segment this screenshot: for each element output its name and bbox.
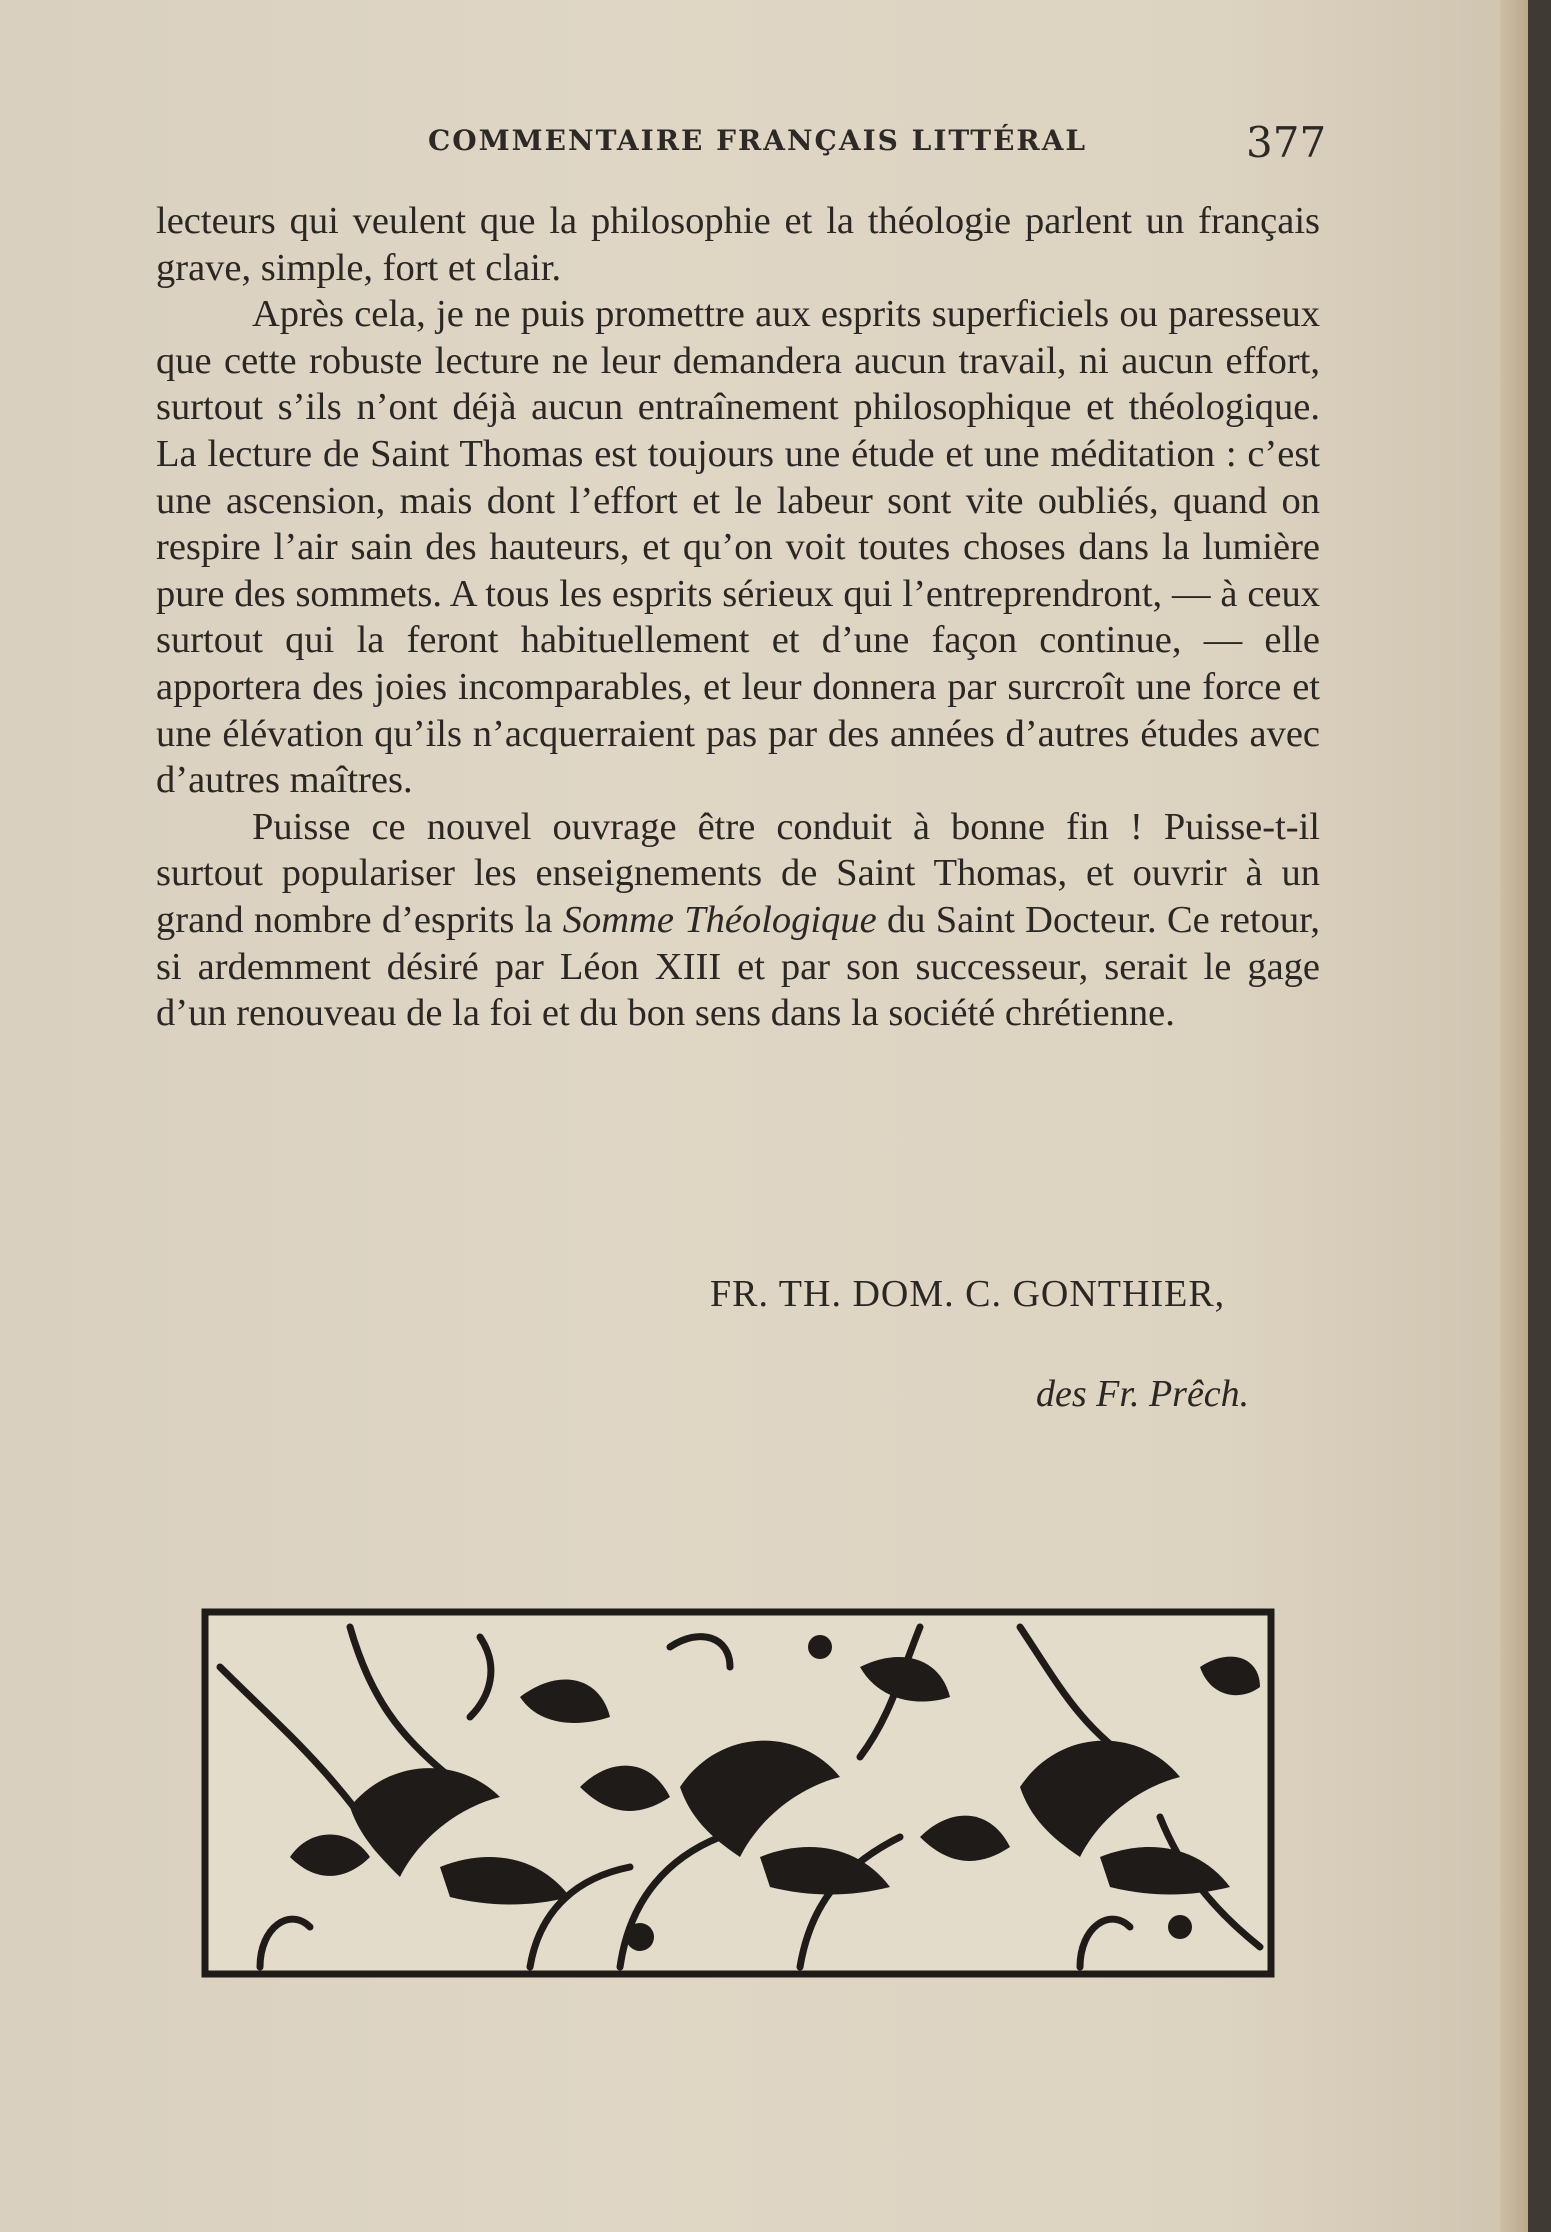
book-binding <box>1528 0 1551 2232</box>
page-edge <box>1500 0 1528 2232</box>
body-text <box>156 198 1320 1037</box>
paragraph-3-text-start: Puisse ce nouvel ouvrage être conduit à bonne fin ! Puisse-t-il surtout populariser les enseignements de Saint Thomas, et ouvrir à un grand nombre d’esprits la <box>156 805 1320 941</box>
running-head: COMMENTAIRE FRANÇAIS LITTÉRAL <box>428 124 1088 157</box>
book-title-italic: Somme Théologique <box>562 898 877 941</box>
paragraph-2: Après cela, je ne puis promettre aux esprits superficiels ou paresseux que cette robuste lecture ne leur demandera aucun travail, ni aucun effort, surtout s’ils n’ont déjà aucun entraînement philosophique et théologique. La lecture de Saint Thomas est toujours une étude et une méditation : c’est une ascension, mais dont l’effort et le labeur sont vite oubliés, quand on respire l’air sain des hauteurs, et qu’on voit toutes choses dans la lumière pure des sommets. A tous les esprits sérieux qui l’entreprendront, — à ceux surtout qui la feront habituellement et d’une façon continue, — elle apportera des joies incomparables, et leur donnera par surcroît une force et une élévation qu’ils n’acquerraient pas par des années d’autres études avec d’autres maîtres. <box>156 293 1320 802</box>
paragraph-3-text-end: du Saint Docteur. Ce retour, si ardemment désiré par Léon XIII et par son successeur, serait le gage d’un renouveau de la foi et du bon sens dans la société chrétienne. <box>156 898 1320 1035</box>
paragraph-3 <box>156 804 1320 1037</box>
paragraph-1: lecteurs qui veulent que la philosophie et la théologie parlent un français grave, simple, fort et clair. <box>156 200 1320 289</box>
author-affiliation: des Fr. Prêch. <box>1036 1373 1250 1415</box>
author-signature: FR. TH. DOM. C. GONTHIER, <box>710 1273 1226 1315</box>
page-number: 377 <box>1246 118 1327 167</box>
floral-lily-tailpiece-icon <box>200 1607 1276 1979</box>
